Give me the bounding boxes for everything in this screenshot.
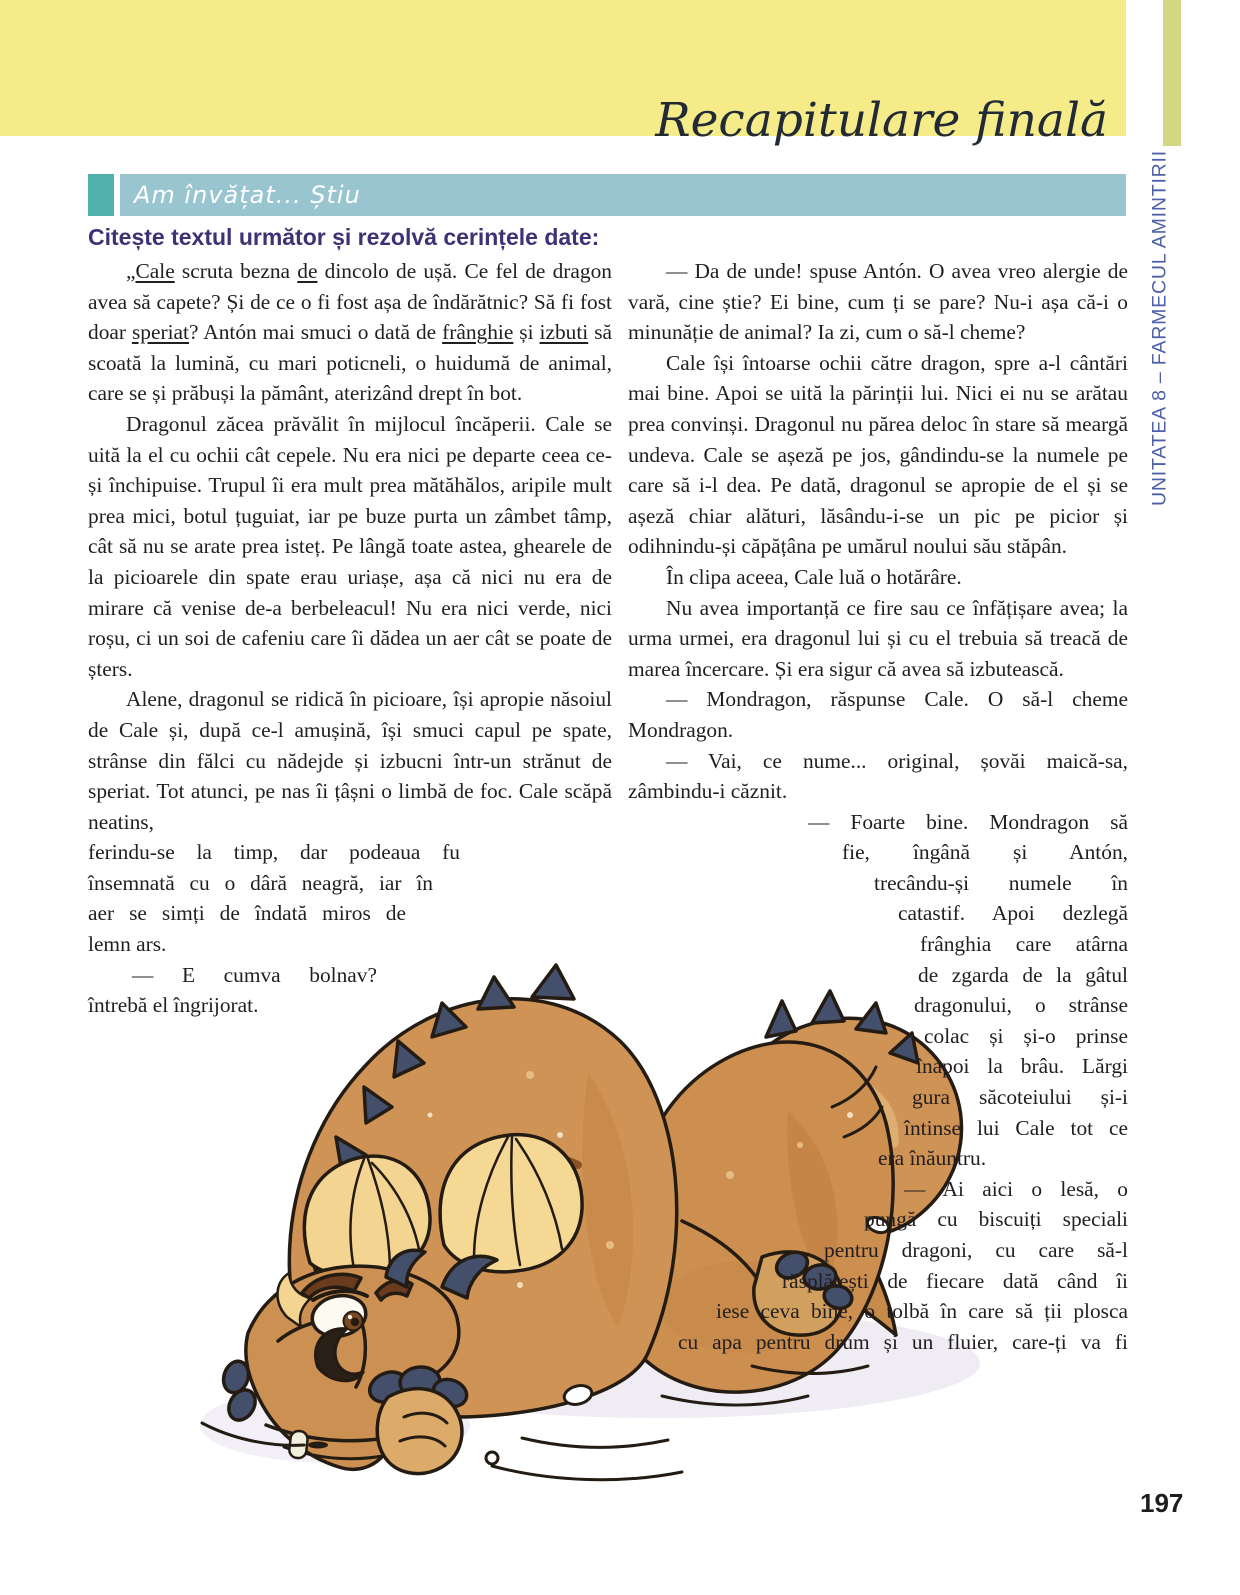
story-line: trecându-și numele în bbox=[874, 870, 1128, 895]
page-title: Recapitulare finală bbox=[655, 93, 1108, 148]
story-line: iese ceva bine, o tolbă în care să ții plosca bbox=[716, 1299, 1128, 1324]
banner-accent-square bbox=[88, 174, 114, 216]
underlined-word: frânghie bbox=[442, 320, 514, 345]
task-heading: Citește textul următor și rezolvă cerințele date: bbox=[88, 224, 600, 250]
story-line: de zgarda de la gâtul bbox=[918, 962, 1128, 987]
story-line: era înăuntru. bbox=[878, 1146, 987, 1171]
story-column-left bbox=[88, 256, 612, 1021]
story-paragraph: — Vai, ce nume... original, șovăi maică-sa, zâmbindu-i căznit. bbox=[628, 748, 1128, 804]
story-line: răsplătești de fiecare dată când îi bbox=[782, 1268, 1128, 1293]
story-paragraph: — Mondragon, răspunse Cale. O să-l cheme Mondragon. bbox=[628, 687, 1128, 742]
section-banner-label: Am învățat... Știu bbox=[134, 181, 361, 209]
story-line: frânghia care atârna bbox=[920, 932, 1128, 957]
story-line: înapoi la brâu. Lărgi bbox=[916, 1054, 1128, 1079]
text-segment: scruta bezna bbox=[174, 259, 298, 283]
story-line: întrebă el îngrijorat. bbox=[88, 993, 259, 1018]
section-banner bbox=[120, 174, 1126, 216]
story-wrapped-lines-right bbox=[628, 807, 1128, 1358]
story-line: fie, îngână și Antón, bbox=[842, 840, 1128, 865]
header-yellow-band bbox=[0, 0, 1126, 148]
story-line: — Ai aici o lesă, o bbox=[904, 1176, 1128, 1201]
underlined-word: izbuti bbox=[539, 320, 589, 345]
underlined-word: Cale bbox=[135, 259, 175, 283]
text-segment: dincolo de ușă. Ce fel de dragon avea să capete? Și de ce o fi fost așa de îndărătnic? Să fi fost doar bbox=[88, 259, 612, 345]
story-line: catastif. Apoi dezlegă bbox=[898, 901, 1128, 926]
story-paragraph: Cale își întoarse ochii către dragon, spre a-l cântări mai bine. Apoi se uită la părinții lui. Nici ei nu se arătau prea convinși. Dragonul nu părea deloc în stare să meargă undeva. Cale se așeză pe jos, gândindu-se la numele pe care să i-l dea. Pe dată, dragonul se apropie de el și se așeză chiar alături, lăsându-i-se un pic pe picior și odihnindu-și căpățâna pe umărul noului său stăpân. bbox=[628, 350, 1128, 559]
story-line: — E cumva bolnav? bbox=[132, 962, 377, 987]
story-line: întinse lui Cale tot ce bbox=[904, 1115, 1128, 1140]
story-paragraph: Dragonul zăcea prăvălit în mijlocul încăperii. Cale se uită la el cu ochii cât cepele. Nu era nici pe departe ceea ce-și închipuise. Trupul îi era mult prea mătăhălos, aripile mult prea mici, botul țuguiat, iar pe buze purta un zâmbet tâmp, cât să nu se arate prea isteț. Pe lângă toate astea, ghearele de la picioarele din spate erau uriașe, așa că nici nu era de mirare că venise de-a berbeleacul! Nu era nici verde, nici roșu, ci un soi de cafeniu care îi dădea un aer cât se poate de șters. bbox=[88, 411, 612, 681]
story-paragraph: În clipa aceea, Cale luă o hotărâre. bbox=[666, 564, 962, 589]
page-number: 197 bbox=[1140, 1488, 1184, 1518]
unit-side-tab bbox=[1128, 148, 1192, 508]
story-line: aer se simți de îndată miros de bbox=[88, 901, 406, 926]
story-line: lemn ars. bbox=[88, 932, 167, 957]
text-segment: să scoată la lumină, cu mari poticneli, o huidumă de animal, care se și prăbuși la pământ, aterizând drept în bot. bbox=[88, 320, 613, 406]
story-line: ferindu-se la timp, dar podeaua fu bbox=[88, 840, 460, 865]
text-segment: și bbox=[513, 320, 540, 345]
story-line: pungă cu biscuiți speciali bbox=[864, 1207, 1128, 1232]
story-paragraph: Alene, dragonul se ridică în picioare, își apropie năsoiul de Cale și, după ce-l amușină, își smuci capul pe spate, strânse din fălci cu nădejde și izbucni într-un strănut de speriat. Tot atunci, pe nas îi țâșni o limbă de foc. Cale scăpă neatins, bbox=[88, 687, 612, 834]
story-paragraph: — Da de unde! spuse Antón. O avea vreo alergie de vară, cine știe? Ei bine, cum ți se pare? Nu-i așa că-i o minunăție de animal? Ia zi, cum o să-l cheme? bbox=[628, 259, 1128, 345]
unit-color-strip bbox=[1163, 0, 1181, 146]
story-line: gura săcoteiului și-i bbox=[912, 1085, 1128, 1110]
story-paragraph bbox=[88, 256, 612, 409]
story-paragraph: Nu avea importanță ce fire sau ce înfățișare avea; la urma urmei, era dragonul lui și cu el trebuia să treacă de marea încercare. Și era sigur că avea să izbutească. bbox=[628, 595, 1128, 681]
story-wrapped-lines-left bbox=[88, 837, 612, 1021]
story-line: însemnată cu o dâră neagră, iar în bbox=[88, 870, 433, 895]
story-line: colac și și-o prinse bbox=[924, 1023, 1128, 1048]
story-line: — Foarte bine. Mondragon să bbox=[808, 809, 1128, 834]
underlined-word: de bbox=[297, 259, 318, 283]
story-line: dragonului, o strânse bbox=[914, 993, 1128, 1018]
story-line: cu apa pentru drum și un fluier, care-ți va fi bbox=[678, 1329, 1128, 1354]
text-segment: ? Antón mai smuci o dată de bbox=[189, 320, 443, 345]
underlined-word: speriat bbox=[131, 320, 189, 345]
story-column-right bbox=[628, 256, 1128, 1357]
story-line: pentru dragoni, cu care să-l bbox=[824, 1238, 1128, 1262]
unit-side-tab-label: UNITATEA 8 – FARMECUL AMINTIRII bbox=[1148, 150, 1171, 506]
text-segment: „ bbox=[126, 259, 136, 283]
